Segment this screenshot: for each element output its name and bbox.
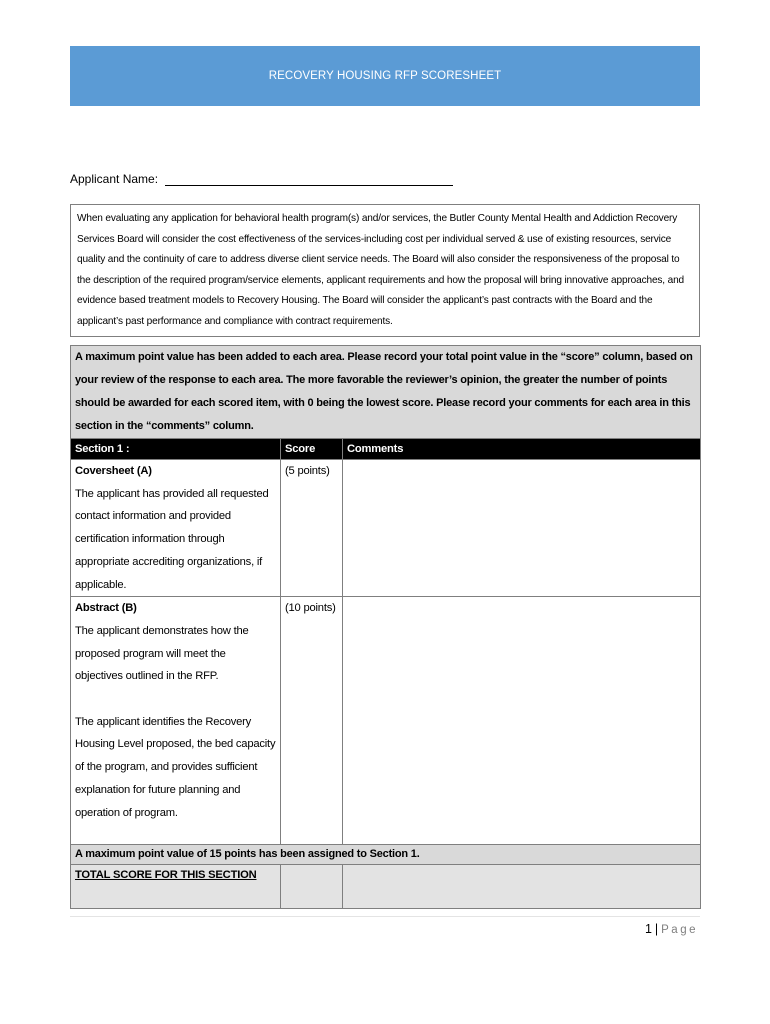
instructions-text: A maximum point value has been added to each area. Please record your total point value in the “score” column, based on your review of the response to each area. The more favorable the reviewer’s opinion, the greater the number of points should be awarded for each scored item, with 0 being the lowest score. Please record your comments for each area in this section in the “comments” column.: [71, 346, 701, 439]
table-header-row: [71, 439, 701, 460]
comments-cell: [343, 460, 701, 597]
intro-paragraph-box: [70, 204, 700, 337]
table-row: [71, 597, 701, 845]
page-number-value: 1: [644, 922, 652, 936]
applicant-name-field: [70, 172, 453, 186]
total-label-cell: [71, 865, 281, 909]
score-cell: [281, 597, 343, 845]
comments-cell: [343, 597, 701, 845]
criteria-title: Coversheet (A): [75, 465, 152, 477]
max-points-note: A maximum point value of 15 points has been assigned to Section 1.: [71, 845, 701, 865]
total-comments-cell: [343, 865, 701, 909]
points-available: (10 points): [285, 602, 336, 615]
points-available: (5 points): [285, 465, 330, 477]
max-points-row: [71, 845, 701, 865]
instructions-row: [71, 346, 701, 439]
comments-header: Comments: [343, 439, 701, 460]
score-header: Score: [281, 439, 343, 460]
criteria-description-2: The applicant identifies the Recovery Housing Level proposed, the bed capacity of the program, and provides sufficient explanation for future planning and operation of program.: [75, 715, 276, 819]
document-title: RECOVERY HOUSING RFP SCORESHEET: [268, 70, 502, 82]
score-cell: [281, 460, 343, 597]
criteria-description: The applicant has provided all requested contact information and provided certification information through appropriate accrediting organizations, if applicable.: [75, 487, 269, 591]
criteria-title: Abstract (B): [75, 602, 137, 615]
total-score-label: TOTAL SCORE FOR THIS SECTION: [75, 869, 257, 882]
page-word: Page: [661, 924, 698, 936]
criteria-description: The applicant demonstrates how the proposed program will meet the objectives outlined in the RFP.: [75, 624, 249, 683]
section-header: Section 1 :: [71, 439, 281, 460]
table-row: [71, 460, 701, 597]
intro-text: When evaluating any application for behavioral health program(s) and/or services, the Butler County Mental Health and Addiction Recovery Services Board will consider the cost effectiveness of the services-including cost per individual served & use of existing resources, service quality and the continuity of care to address diverse client service needs. The Board will also consider the responsiveness of the proposal to the description of the required program/service elements, applicant requirements and how the proposal will bring innovative approaches, and evidence based treatment models to Recovery Housing. The Board will consider the applicant’s past contracts with the Board and the applicant’s past performance and compliance with contract requirements.: [77, 213, 685, 327]
footer-divider: [70, 916, 700, 917]
total-score-cell: [281, 865, 343, 909]
title-banner: [70, 46, 700, 106]
criteria-cell: [71, 597, 281, 845]
total-score-row: [71, 865, 701, 909]
criteria-cell: [71, 460, 281, 597]
applicant-name-blank-line: [165, 173, 453, 186]
page-separator: |: [654, 922, 659, 936]
page-number: [645, 922, 698, 936]
applicant-name-label: Applicant Name:: [70, 172, 162, 186]
scoresheet-table: [70, 345, 701, 909]
